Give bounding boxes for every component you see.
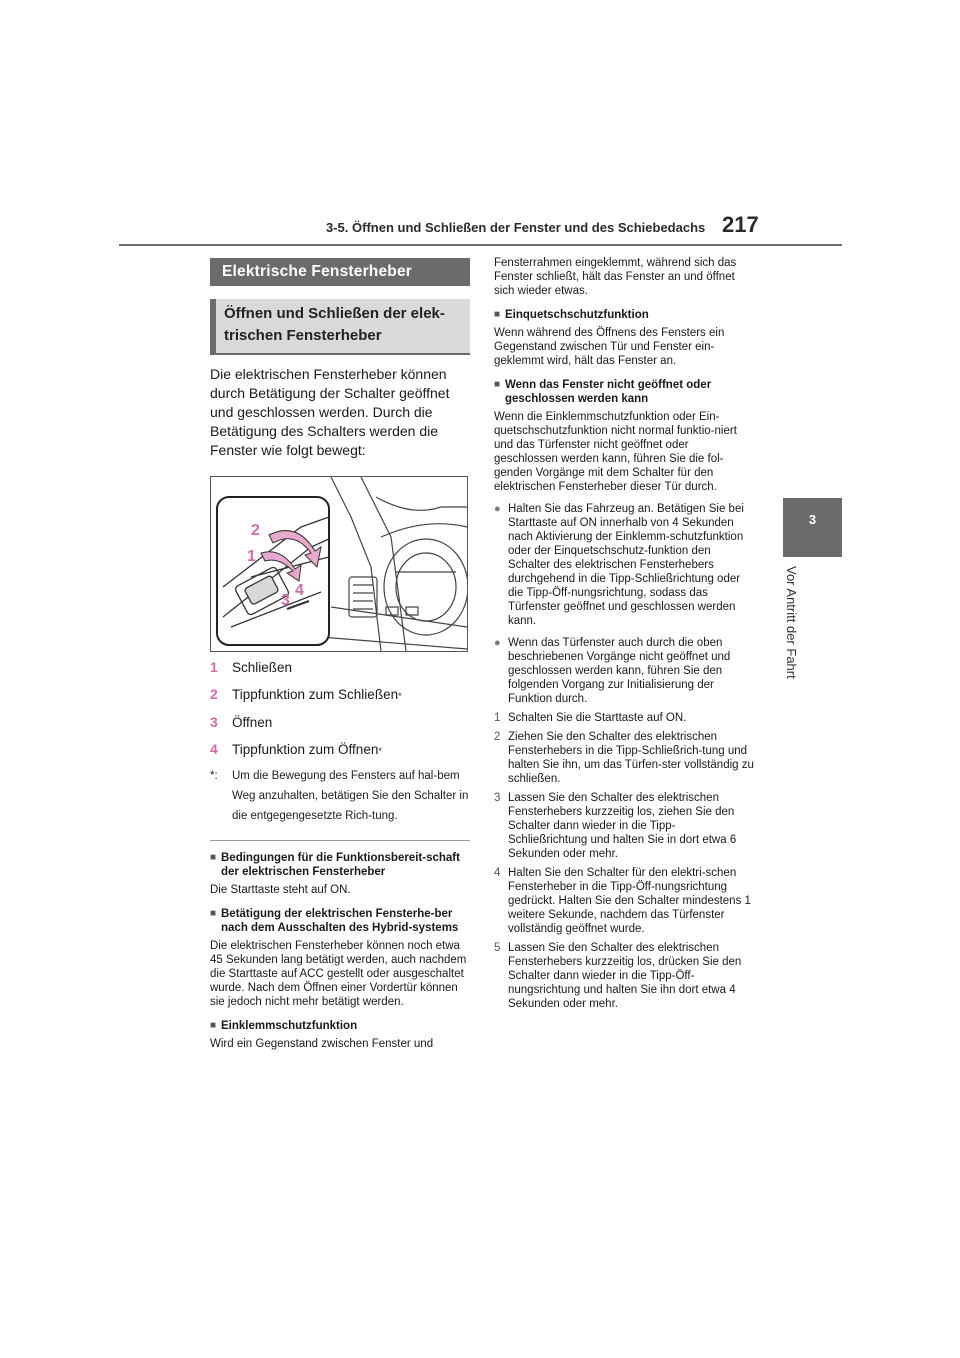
step-number: 4 <box>494 867 501 879</box>
legend-text: Öffnen <box>232 715 273 730</box>
step-item <box>494 866 754 936</box>
legend-number: 2 <box>210 686 218 702</box>
section-divider <box>210 840 470 841</box>
legend-number: 3 <box>210 714 218 730</box>
continued-paragraph: Fensterrahmen eingeklemmt, während sich das Fenster schließt, hält das Fenster an und öffnet sich wieder etwas. <box>494 257 737 297</box>
bullet-text: Halten Sie das Fahrzeug an. Betätigen Sie bei Starttaste auf ON innerhalb von 4 Sekunden nach Aktivierung der Einklemm-schutzfunktion oder der Einquetschschutz-funktion den Schalter des elektrischen Fensterhebers durchgehend in die Tipp-Schließrichtung oder die Tipp-Öff-nungsrichtung, sodass das Türfenster geöffnet und geschlossen werden kann. <box>508 503 744 627</box>
chapter-tab <box>783 498 842 557</box>
section-title-text: Wenn das Fenster nicht geöffnet oder geschlossen werden kann <box>505 379 712 405</box>
section-heading <box>494 308 754 322</box>
circle-bullet-icon: ● <box>494 503 501 515</box>
intro-text: Die elektrischen Fensterheber können durch Betätigung der Schalter geöffnet und geschlossen werden. Durch die Betätigung des Schalters werden die Fenster wie folgt bewegt: <box>210 366 450 458</box>
chapter-label-wrapper <box>784 566 814 716</box>
sub-heading: Öffnen und Schließen der elek-trischen Fensterheber <box>210 299 470 355</box>
section-heading <box>494 378 754 406</box>
section-paragraph: Wenn während des Öffnens des Fensters ein Gegenstand zwischen Tür und Fenster ein-geklemmt wird, hält das Fenster an. <box>494 327 725 367</box>
step-text: Lassen Sie den Schalter des elektrischen Fensterhebers kurzzeitig los, drücken Sie den Schalter dann wieder in die Tipp-Öff-nungsrichtung und halten Sie ihn dort etwa 4 Sekunden oder mehr. <box>508 942 742 1010</box>
section-heading <box>210 907 470 935</box>
square-bullet-icon: ■ <box>210 852 217 863</box>
figure-label-1: 1 <box>247 548 256 565</box>
step-text: Ziehen Sie den Schalter des elektrischen Fensterhebers in die Tipp-Schließrich-tung und halten Sie ihn, um das Türfen-ster vollständig zu schließen. <box>508 731 754 785</box>
step-item <box>494 711 754 725</box>
section-heading <box>210 851 470 879</box>
legend-text: Schließen <box>232 660 293 675</box>
step-text: Halten Sie den Schalter für den elektri-schen Fensterheber in die Tipp-Öff-nungsrichtung gedrückt. Halten Sie den Schalter mindestens 1 weitere Sekunde, nachdem das Türfenster vollständig geöffnet wurde. <box>508 867 751 935</box>
footnote-mark: *: <box>210 770 218 782</box>
legend-item <box>210 658 470 677</box>
legend-item <box>210 740 470 760</box>
section-paragraph: Wenn die Einklemmschutzfunktion oder Ein-quetschschutzfunktion nicht normal funktio-niert und das Türfenster nicht geöffnet oder geschlossen werden kann, führen Sie die fol-genden Vorgänge mit dem Schalter für den elektrischen Fensterheber dieser Tür durch. <box>494 411 737 493</box>
step-number: 5 <box>494 942 501 954</box>
footnote <box>210 766 470 826</box>
legend-number: 4 <box>210 741 218 757</box>
window-switch-illustration <box>210 476 468 652</box>
left-column <box>210 258 470 1051</box>
page-number: 217 <box>722 212 759 237</box>
section-title: 3-5. Öffnen und Schließen der Fenster und des Schiebedachs <box>326 220 706 235</box>
circle-bullet-icon: ● <box>494 637 501 649</box>
square-bullet-icon: ■ <box>494 309 501 320</box>
header-rule <box>119 244 842 246</box>
section-paragraph: Die elektrischen Fensterheber können noch etwa 45 Sekunden lang betätigt werden, auch nachdem die Starttaste auf ACC gestellt oder ausgeschaltet wurde. Nach dem Öffnen einer Vordertür können sie jedoch nicht mehr betätigt werden. <box>210 940 467 1008</box>
step-number: 3 <box>494 792 501 804</box>
figure-label-2: 2 <box>251 522 260 539</box>
legend-item <box>210 713 470 732</box>
step-item <box>494 730 754 786</box>
square-bullet-icon: ■ <box>210 908 217 919</box>
step-text: Schalten Sie die Starttaste auf ON. <box>508 712 687 724</box>
step-number: 2 <box>494 731 501 743</box>
legend-text: Tippfunktion zum Öffnen <box>232 742 379 757</box>
section-title-text: Betätigung der elektrischen Fensterhe-ber nach dem Ausschalten des Hybrid-systems <box>221 908 459 934</box>
legend-star: * <box>378 746 382 756</box>
bullet-item <box>494 636 754 706</box>
switch-diagram <box>211 477 467 651</box>
right-column <box>494 256 754 1011</box>
square-bullet-icon: ■ <box>210 1020 217 1031</box>
section-title-text: Einquetschschutzfunktion <box>505 309 649 321</box>
section-title-text: Bedingungen für die Funktionsbereit-schaft der elektrischen Fensterheber <box>221 852 460 878</box>
footnote-text: Um die Bewegung des Fensters auf hal-bem Weg anzuhalten, betätigen Sie den Schalter in die entgegengesetzte Rich-tung. <box>232 770 469 822</box>
legend-star: * <box>398 691 402 701</box>
legend-list <box>210 658 470 760</box>
step-number: 1 <box>494 712 501 724</box>
legend-item <box>210 685 470 705</box>
step-text: Lassen Sie den Schalter des elektrischen Fensterhebers kurzzeitig los, ziehen Sie den Schalter dann wieder in die Tipp-Schließrichtung und halten Sie in dort etwa 6 Sekunden oder mehr. <box>508 792 737 860</box>
legend-text: Tippfunktion zum Schließen <box>232 687 399 702</box>
step-item <box>494 941 754 1011</box>
section-paragraph: Wird ein Gegenstand zwischen Fenster und <box>210 1038 434 1050</box>
chapter-label: Vor Antritt der Fahrt <box>784 566 799 679</box>
chapter-number: 3 <box>808 512 817 527</box>
square-bullet-icon: ■ <box>494 379 501 390</box>
bullet-item <box>494 502 754 628</box>
main-heading: Elektrische Fensterheber <box>210 258 470 286</box>
legend-number: 1 <box>210 659 218 675</box>
section-heading <box>210 1019 470 1033</box>
figure-label-3: 3 <box>281 592 290 609</box>
figure-label-4: 4 <box>295 582 304 599</box>
bullet-text: Wenn das Türfenster auch durch die oben beschriebenen Vorgänge nicht geöffnet und geschlossen werden kann, führen Sie den folgenden Vorgang zur Initialisierung der Funktion durch. <box>508 637 731 705</box>
section-title-text: Einklemmschutzfunktion <box>221 1020 358 1032</box>
section-paragraph: Die Starttaste steht auf ON. <box>210 884 351 896</box>
step-item <box>494 791 754 861</box>
